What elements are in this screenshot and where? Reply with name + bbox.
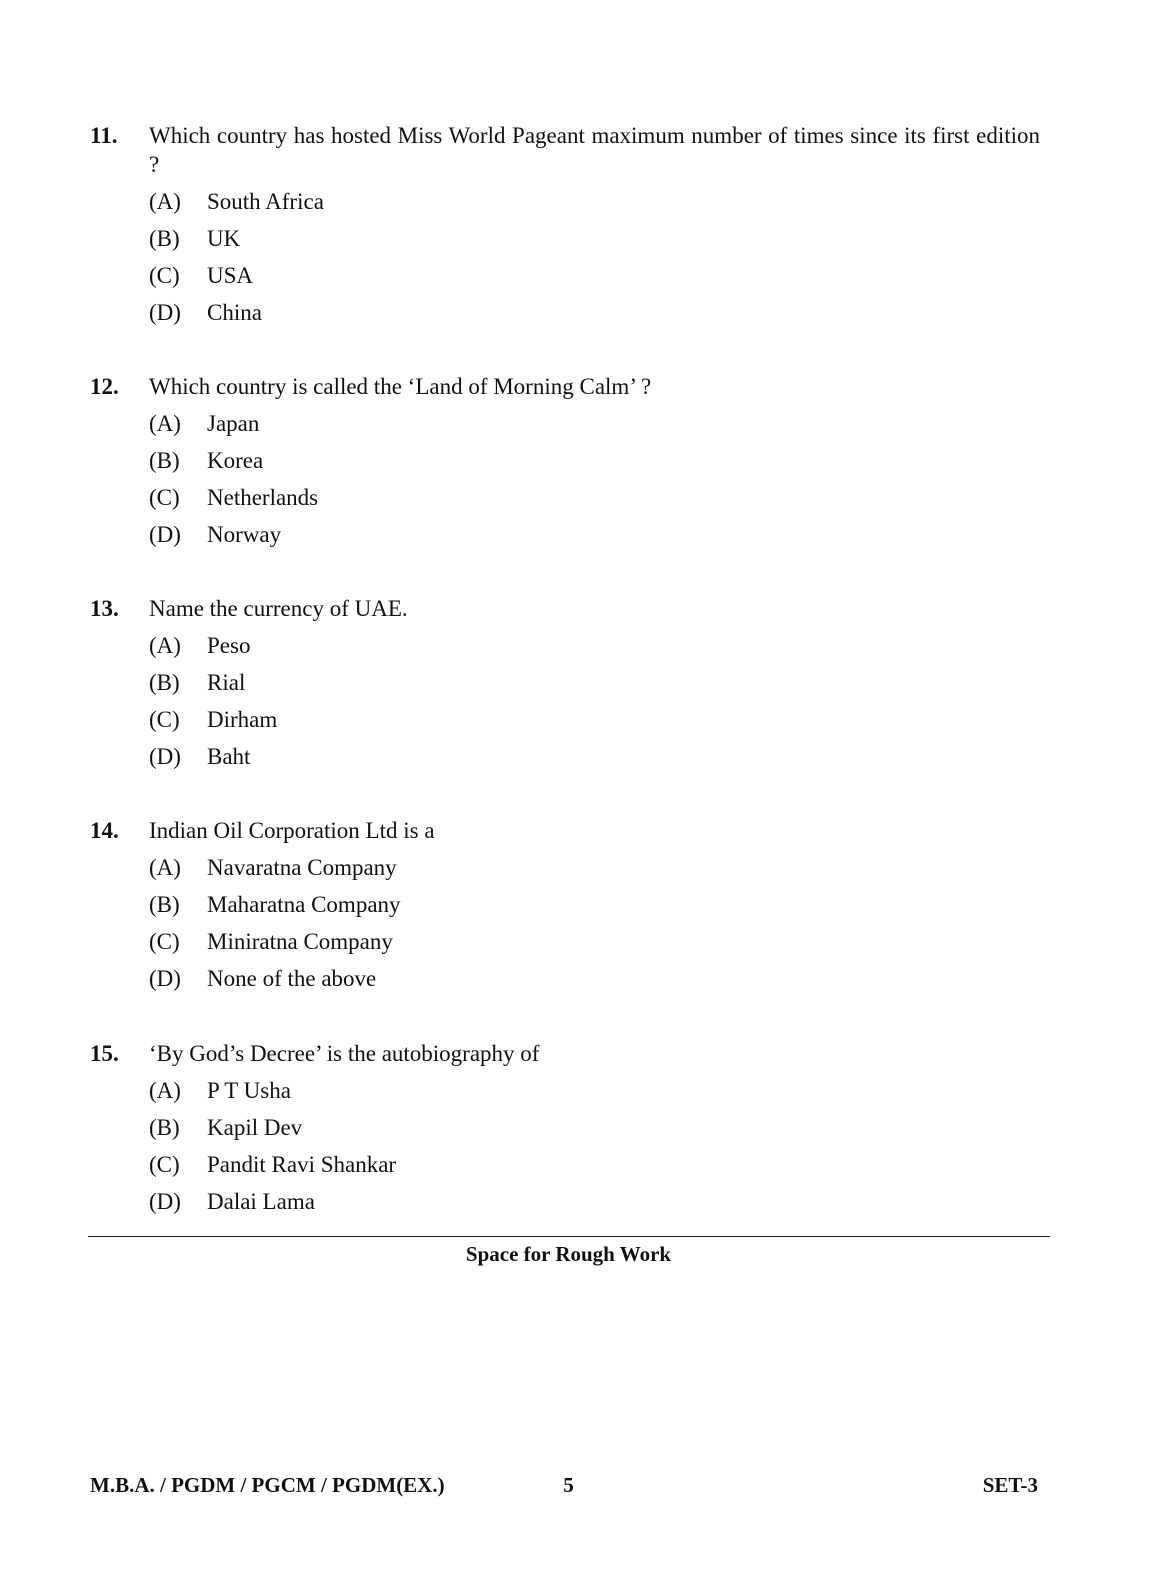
option-text: USA bbox=[207, 263, 254, 288]
option-a bbox=[149, 409, 1050, 446]
divider-line bbox=[88, 1236, 1050, 1237]
option-letter: (D) bbox=[149, 300, 181, 325]
option-letter: (C) bbox=[149, 1152, 180, 1177]
option-letter: (B) bbox=[149, 226, 180, 251]
option-letter: (B) bbox=[149, 448, 180, 473]
option-letter: (C) bbox=[149, 263, 180, 288]
option-text: Pandit Ravi Shankar bbox=[207, 1152, 397, 1177]
option-d bbox=[149, 742, 1050, 779]
option-a bbox=[149, 187, 1050, 224]
option-text: Navaratna Company bbox=[207, 855, 397, 880]
question-text: Which country is called the ‘Land of Morning Calm’ ? bbox=[149, 374, 652, 399]
option-letter: (B) bbox=[149, 892, 180, 917]
option-list bbox=[149, 409, 1050, 557]
option-b bbox=[149, 668, 1050, 705]
option-text: Norway bbox=[207, 522, 282, 547]
question-11 bbox=[90, 121, 1050, 335]
footer-course-label: M.B.A. / PGDM / PGCM / PGDM(EX.) bbox=[90, 1473, 445, 1497]
option-text: UK bbox=[207, 226, 241, 251]
option-c bbox=[149, 705, 1050, 742]
option-letter: (C) bbox=[149, 707, 180, 732]
question-text: Which country has hosted Miss World Pageant maximum number of times since its first edition ? bbox=[149, 123, 1040, 177]
option-text: China bbox=[207, 300, 262, 325]
option-c bbox=[149, 483, 1050, 520]
option-letter: (A) bbox=[149, 633, 181, 658]
option-b bbox=[149, 1113, 1050, 1150]
option-d bbox=[149, 964, 1050, 1001]
question-14 bbox=[90, 816, 1050, 1001]
option-text: Dalai Lama bbox=[207, 1189, 315, 1214]
option-a bbox=[149, 1076, 1050, 1113]
option-a bbox=[149, 853, 1050, 890]
option-letter: (B) bbox=[149, 1115, 180, 1140]
question-text: Indian Oil Corporation Ltd is a bbox=[149, 818, 435, 843]
question-text: Name the currency of UAE. bbox=[149, 596, 408, 621]
option-text: P T Usha bbox=[207, 1078, 291, 1103]
option-letter: (D) bbox=[149, 966, 181, 991]
option-list bbox=[149, 631, 1050, 779]
option-letter: (B) bbox=[149, 670, 180, 695]
question-text: ‘By God’s Decree’ is the autobiography of bbox=[149, 1041, 540, 1066]
option-letter: (A) bbox=[149, 189, 181, 214]
option-text: Kapil Dev bbox=[207, 1115, 303, 1140]
option-text: Korea bbox=[207, 448, 264, 473]
option-d bbox=[149, 1187, 1050, 1224]
option-c bbox=[149, 261, 1050, 298]
question-number: 15. bbox=[90, 1041, 119, 1066]
footer-set-label: SET-3 bbox=[982, 1473, 1038, 1497]
option-text: Baht bbox=[207, 744, 251, 769]
question-number: 12. bbox=[90, 374, 119, 399]
question-15 bbox=[90, 1039, 1050, 1224]
option-b bbox=[149, 890, 1050, 927]
option-text: Peso bbox=[207, 633, 251, 658]
option-c bbox=[149, 927, 1050, 964]
page-number: 5 bbox=[563, 1473, 574, 1497]
option-letter: (A) bbox=[149, 855, 181, 880]
option-letter: (C) bbox=[149, 929, 180, 954]
option-a bbox=[149, 631, 1050, 668]
question-number: 13. bbox=[90, 596, 119, 621]
option-text: Maharatna Company bbox=[207, 892, 401, 917]
question-number: 11. bbox=[90, 123, 118, 148]
question-12 bbox=[90, 372, 1050, 557]
option-letter: (D) bbox=[149, 522, 181, 547]
option-b bbox=[149, 224, 1050, 261]
rough-work-heading: Space for Rough Work bbox=[465, 1242, 672, 1266]
option-list bbox=[149, 187, 1050, 335]
option-b bbox=[149, 446, 1050, 483]
option-list bbox=[149, 853, 1050, 1001]
option-text: Rial bbox=[207, 670, 246, 695]
option-list bbox=[149, 1076, 1050, 1224]
question-13 bbox=[90, 594, 1050, 779]
option-text: Netherlands bbox=[207, 485, 319, 510]
option-letter: (A) bbox=[149, 1078, 181, 1103]
option-letter: (D) bbox=[149, 1189, 181, 1214]
option-letter: (A) bbox=[149, 411, 181, 436]
option-text: None of the above bbox=[207, 966, 377, 991]
option-letter: (C) bbox=[149, 485, 180, 510]
option-d bbox=[149, 520, 1050, 557]
option-d bbox=[149, 298, 1050, 335]
question-number: 14. bbox=[90, 818, 119, 843]
option-text: Dirham bbox=[207, 707, 278, 732]
option-letter: (D) bbox=[149, 744, 181, 769]
option-text: South Africa bbox=[207, 189, 324, 214]
option-c bbox=[149, 1150, 1050, 1187]
option-text: Japan bbox=[207, 411, 260, 436]
option-text: Miniratna Company bbox=[207, 929, 393, 954]
